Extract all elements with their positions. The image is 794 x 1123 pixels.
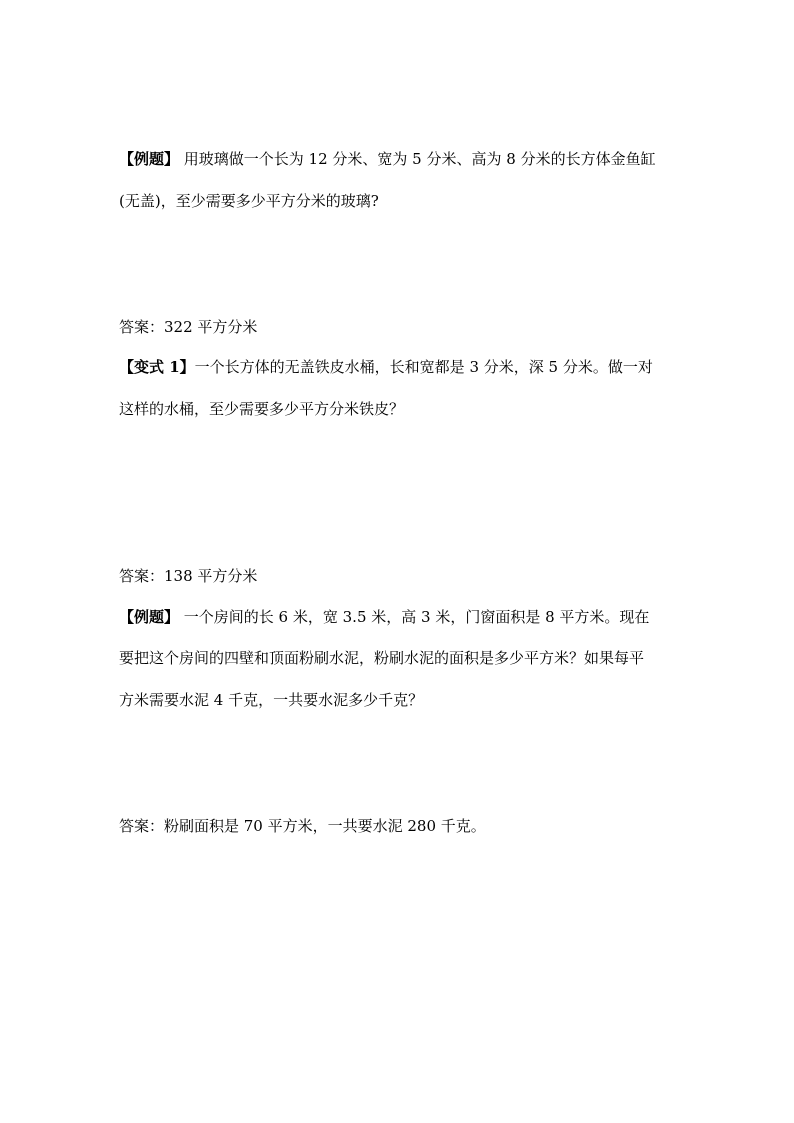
variant-1-answer: 答案：138 平方分米 bbox=[119, 567, 258, 585]
problem-2-line-2: 要把这个房间的四壁和顶面粉刷水泥，粉刷水泥的面积是多少平方米？如果每平 bbox=[119, 649, 645, 667]
problem-2-line-3: 方米需要水泥 4 千克，一共要水泥多少千克？ bbox=[119, 691, 424, 709]
problem-1-line-2: (无盖)，至少需要多少平方分米的玻璃? bbox=[119, 192, 379, 210]
problem-1-text-1: 用玻璃做一个长为 12 分米、宽为 5 分米、高为 8 分米的长方体金鱼缸 bbox=[179, 150, 656, 168]
problem-2-line-1 bbox=[119, 607, 679, 627]
problem-1-answer: 答案：322 平方分米 bbox=[119, 318, 258, 336]
variant-1-tag: 【变式 1】 bbox=[119, 358, 195, 376]
problem-2-text-1: 一个房间的长 6 米，宽 3.5 米，高 3 米，门窗面积是 8 平方米。现在 bbox=[179, 608, 650, 626]
variant-1-text-1: 一个长方体的无盖铁皮水桶，长和宽都是 3 分米，深 5 分米。做一对 bbox=[194, 358, 653, 376]
variant-1-line-2: 这样的水桶，至少需要多少平方分米铁皮？ bbox=[119, 400, 405, 418]
problem-2-answer: 答案：粉刷面积是 70 平方米，一共要水泥 280 千克。 bbox=[119, 817, 486, 835]
problem-1-line-1 bbox=[119, 149, 679, 169]
problem-2-tag: 【例题】 bbox=[119, 608, 180, 626]
variant-1-line-1 bbox=[119, 357, 679, 377]
problem-1-tag: 【例题】 bbox=[119, 150, 180, 168]
